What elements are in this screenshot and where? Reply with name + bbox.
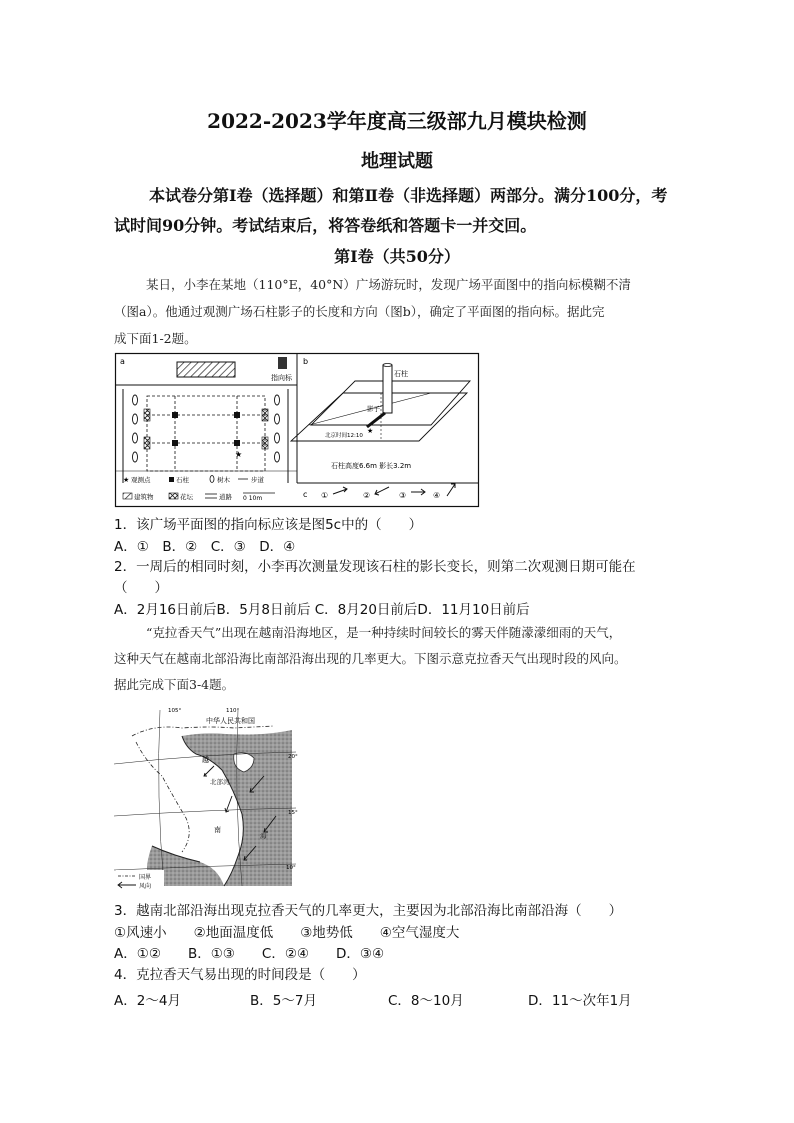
compass-option-4: ④ <box>433 491 441 500</box>
legend-observe: 观测点 <box>131 476 151 484</box>
intro-line-1: 本试卷分第Ⅰ卷（选择题）和第Ⅱ卷（非选择题）两部分。满分100分，考 <box>149 186 668 205</box>
legend-pillar-icon <box>169 477 174 482</box>
label-gulf: 北部湾 <box>210 778 230 786</box>
label-yue: 越 <box>202 756 209 764</box>
section-title: 第Ⅰ卷（共50分） <box>334 247 460 266</box>
legend-flowerbed: 花坛 <box>180 493 193 501</box>
shadow-label: 影子 <box>367 405 380 413</box>
question-2-stem-line-1: 2．一周后的相同时刻，小李再次测量发现该石柱的影长变长，则第二次观测日期可能在 <box>114 559 636 575</box>
observation-star-icon: ★ <box>235 450 243 459</box>
question-4-option-d: D．11～次年1月 <box>528 993 632 1009</box>
intro-line-2: 试时间90分钟。考试结束后，将答卷纸和答题卡一并交回。 <box>114 216 537 235</box>
page-subtitle: 地理试题 <box>361 151 433 172</box>
time-label: 北京时间12:10 <box>325 433 363 439</box>
lat-15-label: 15° <box>288 810 298 816</box>
question-3-items: ①风速小 ②地面温度低 ③地势低 ④空气湿度大 <box>114 925 460 941</box>
passage1-line-2: （图a）。他通过观测广场石柱影子的长度和方向（图b），确定了平面图的指向标。据此完 <box>114 304 605 319</box>
compass-option-1: ① <box>321 491 329 500</box>
legend-road: 道路 <box>219 493 232 501</box>
legend-border-label: 国界 <box>139 874 152 881</box>
question-4-option-b: B．5～7月 <box>250 993 317 1009</box>
lat-10-label: 10° <box>286 865 296 871</box>
panel-c-label: c <box>303 490 308 499</box>
lon-105-label: 105° <box>168 708 182 715</box>
question-4-stem: 4．克拉香天气易出现的时间段是（ ） <box>114 967 366 983</box>
pillar-label: 石柱 <box>394 370 408 378</box>
question-1-options: A．① B．② C．③ D．④ <box>114 539 296 555</box>
lat-20-label: 20° <box>288 754 298 760</box>
vietnam-wind-map <box>114 706 296 890</box>
country-label: 中华人民共和国 <box>206 717 255 725</box>
question-3-options: A．①② B．①③ C．②④ D．③④ <box>114 946 385 962</box>
pillar-info: 石柱高度6.6m 影长3.2m <box>331 462 412 470</box>
legend-star-icon: ★ <box>123 476 130 484</box>
question-4-option-a: A．2～4月 <box>114 993 181 1009</box>
figure-square-plan <box>115 353 479 507</box>
compass-option-2: ② <box>363 491 371 500</box>
legend-flowerbed-icon <box>169 493 178 499</box>
question-2-options: A．2月16日前后B．5月8日前后 C．8月20日前后D．11月10日前后 <box>114 602 530 618</box>
passage2-line-3: 据此完成下面3-4题。 <box>114 677 235 692</box>
legend-building-icon <box>123 493 132 499</box>
question-1-stem: 1．该广场平面图的指向标应该是图5c中的（ ） <box>114 517 423 533</box>
passage1-line-3: 成下面1-2题。 <box>114 331 197 346</box>
lon-110-label: 110° <box>226 708 240 715</box>
shadow-star-icon: ★ <box>367 427 374 435</box>
stone-pillar <box>383 365 392 413</box>
legend-wind-label: 风向 <box>139 883 152 890</box>
passage1-line-1: 某日，小李在某地（110°E，40°N）广场游玩时，发现广场平面图中的指向标模糊不清 <box>146 277 631 292</box>
legend-scale: 0 10m <box>243 495 263 502</box>
compass-option-3: ③ <box>399 491 407 500</box>
compass-caption: 指向标 <box>271 374 292 382</box>
label-nan: 南 <box>214 826 221 834</box>
panel-a-label: a <box>120 357 125 366</box>
passage2-line-2: 这种天气在越南北部沿海比南部沿海出现的几率更大。下图示意克拉香天气出现时段的风向。 <box>114 651 627 666</box>
blurred-compass-icon <box>278 357 287 369</box>
legend-pillar: 石柱 <box>176 476 189 484</box>
label-sea: 海 <box>260 832 267 840</box>
legend-walkway: 步道 <box>251 476 264 484</box>
legend-tree: 树木 <box>217 476 230 484</box>
panel-b-label: b <box>303 357 309 366</box>
legend-building: 建筑物 <box>134 493 154 501</box>
page-title: 2022-2023学年度高三级部九月模块检测 <box>207 109 587 133</box>
building-block <box>177 362 235 377</box>
question-2-stem-line-2: （ ） <box>114 580 168 596</box>
question-3-stem: 3．越南北部沿海出现克拉香天气的几率更大，主要因为北部沿海比南部沿海（ ） <box>114 903 623 919</box>
passage2-line-1: “克拉香天气”出现在越南沿海地区，是一种持续时间较长的雾天伴随濛濛细雨的天气， <box>146 625 622 640</box>
question-4-option-c: C．8～10月 <box>388 993 464 1009</box>
